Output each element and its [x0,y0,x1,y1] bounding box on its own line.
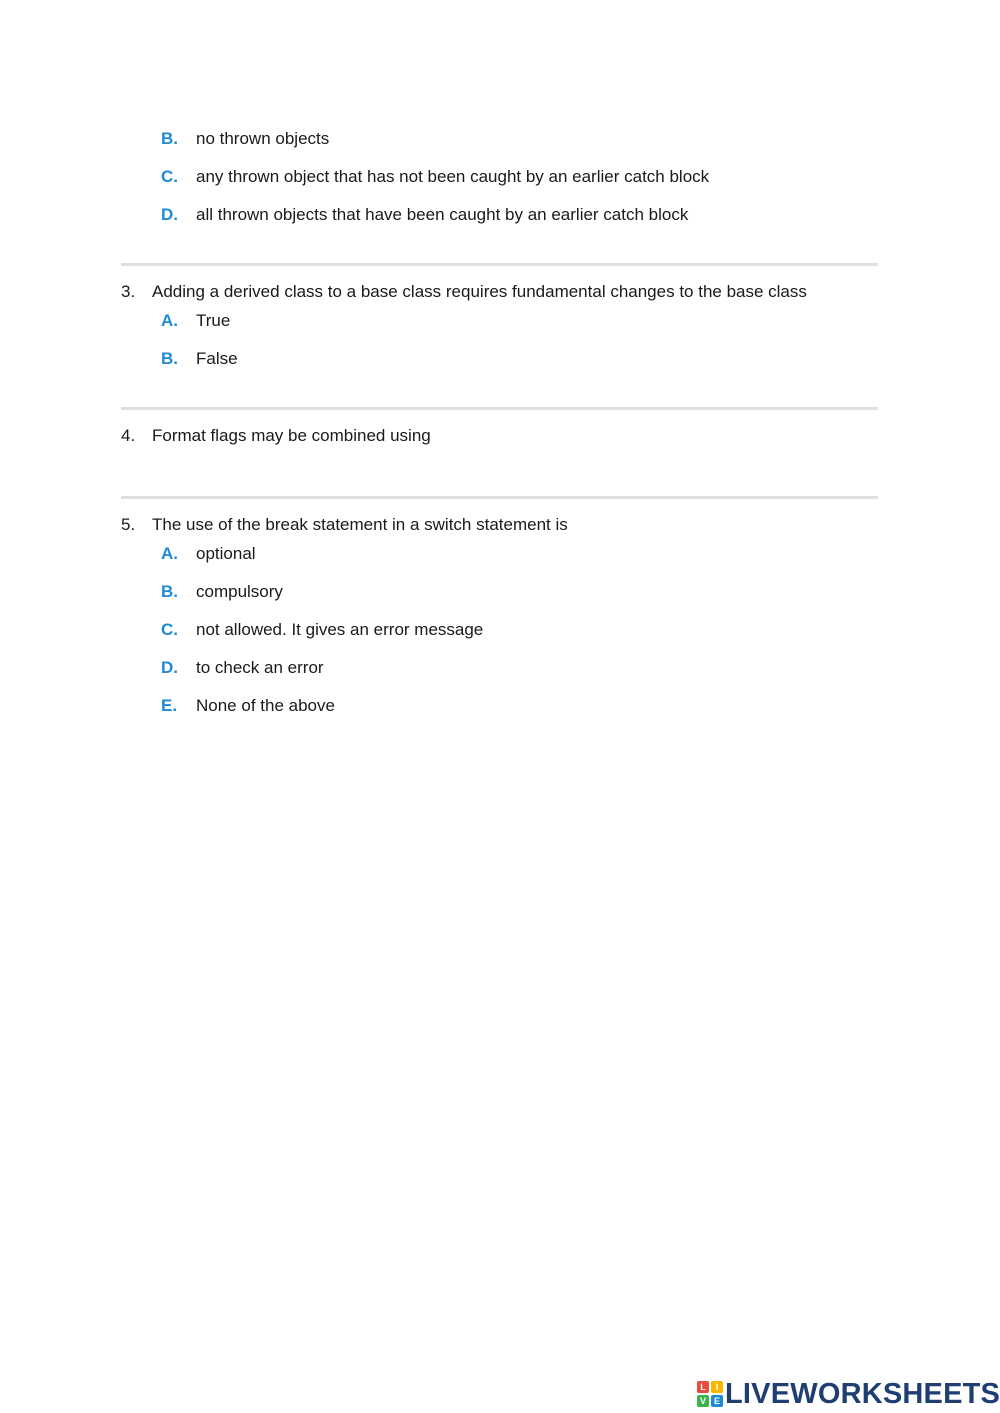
logo-badge-tile: I [711,1381,723,1393]
option-letter: C. [161,167,178,186]
option-letter: D. [161,205,178,224]
question-divider [121,263,878,266]
option-text: any thrown object that has not been caught by an earlier catch block [196,167,710,186]
question-4 [121,424,431,448]
option-text: compulsory [196,582,283,601]
q5-option-b[interactable] [161,580,283,604]
q5-option-c[interactable] [161,618,483,642]
option-text: to check an error [196,658,324,677]
option-letter: D. [161,658,178,677]
q2-option-c[interactable] [161,165,709,189]
option-text: all thrown objects that have been caught by an earlier catch block [196,205,689,224]
q3-option-b[interactable] [161,347,238,371]
logo-badge-tile: V [697,1395,709,1407]
question-divider [121,407,878,410]
question-text: Adding a derived class to a base class requires fundamental changes to the base class [152,282,807,301]
option-text: no thrown objects [196,129,330,148]
q5-option-a[interactable] [161,542,256,566]
logo-badge-tile: L [697,1381,709,1393]
question-5 [121,513,568,537]
question-number: 4. [121,426,136,445]
q3-option-a[interactable] [161,309,230,333]
option-letter: B. [161,129,178,148]
option-letter: E. [161,696,178,715]
q2-option-d[interactable] [161,203,688,227]
q5-option-e[interactable] [161,694,335,718]
option-letter: C. [161,620,178,639]
question-text: The use of the break statement in a switch statement is [152,515,568,534]
option-letter: A. [161,311,178,330]
option-text: optional [196,544,256,563]
question-3 [121,280,807,304]
logo-badge-icon [697,1381,723,1407]
option-letter: A. [161,544,178,563]
liveworksheets-logo [697,1378,1000,1410]
option-letter: B. [161,349,178,368]
q2-option-b[interactable] [161,127,329,151]
logo-wordmark: LIVEWORKSHEETS [725,1377,1000,1410]
option-text: not allowed. It gives an error message [196,620,484,639]
question-number: 5. [121,515,136,534]
option-text: None of the above [196,696,335,715]
option-text: False [196,349,238,368]
option-letter: B. [161,582,178,601]
option-text: True [196,311,231,330]
q5-option-d[interactable] [161,656,324,680]
question-number: 3. [121,282,136,301]
question-text: Format flags may be combined using [152,426,431,445]
logo-badge-tile: E [711,1395,723,1407]
question-divider [121,496,878,499]
